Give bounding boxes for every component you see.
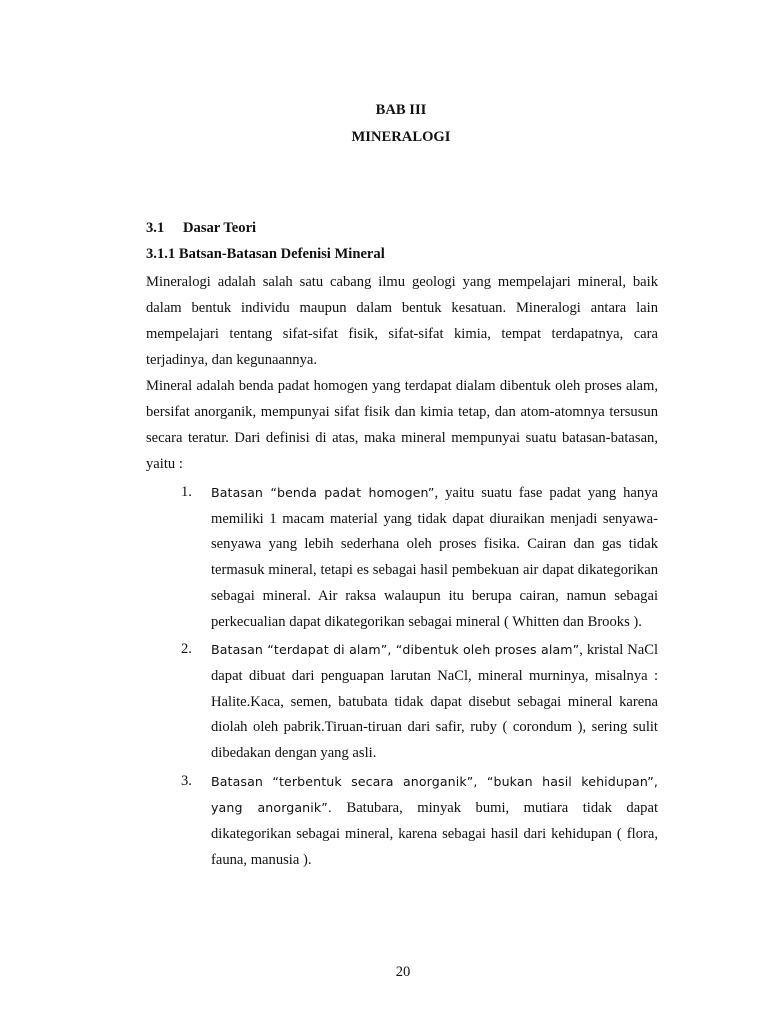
list-item-text: , yaitu suatu fase padat yang hanya memiliki 1 macam material yang tidak dapat diuraikan menjadi senyawa-senyawa yang lebih sederhana oleh proses fisika. Cairan dan gas tidak termasuk mineral, tetapi es sebagai hasil pembekuan air dapat dikategorikan sebagai mineral. Air raksa walaupun itu berupa cairan, namun sebagai perkecualian dapat dikategorikan sebagai mineral ( Whitten dan Brooks ). bbox=[211, 485, 658, 630]
list-item bbox=[146, 480, 658, 635]
list-item-lead: Batasan “terbentuk secara anorganik”, “bukan hasil kehidupan”, yang anorganik”. bbox=[211, 773, 658, 816]
list-item-text: , kristal NaCl dapat dibuat dari penguapan larutan NaCl, mineral murninya, misalnya : Halite.Kaca, semen, batubata tidak dapat disebut sebagai mineral karena diolah oleh pabrik.Tiruan-tiruan dari safir, ruby ( corondum ), sering sulit dibedakan dengan yang asli. bbox=[211, 642, 658, 762]
definition-list bbox=[146, 480, 658, 876]
list-item-text: Batubara, minyak bumi, mutiara tidak dapat dikategorikan sebagai mineral, karena sebagai hasil dari kehidupan ( flora, fauna, manusia ). bbox=[211, 800, 658, 868]
list-marker: 3. bbox=[181, 772, 192, 789]
list-item bbox=[146, 637, 658, 767]
body-paragraph: Mineralogi adalah salah satu cabang ilmu geologi yang mempelajari mineral, baik dalam bentuk individu maupun dalam bentuk kesatuan. Mineralogi antara lain mempelajari tentang sifat-sifat fisik, sifat-sifat kimia, tempat terdapatnya, cara terjadinya, dan kegunaannya. bbox=[146, 274, 658, 368]
section-number: 3.1 bbox=[146, 220, 165, 236]
chapter-title: MINERALOGI bbox=[351, 129, 451, 145]
page-number: 20 bbox=[395, 964, 411, 980]
chapter-label: BAB III bbox=[375, 102, 427, 118]
section-heading bbox=[146, 220, 256, 237]
subsection-heading: 3.1.1 Batsan-Batasan Defenisi Mineral bbox=[146, 246, 385, 262]
list-marker: 1. bbox=[181, 484, 192, 500]
list-marker: 2. bbox=[181, 641, 192, 658]
list-item-lead: Batasan “benda padat homogen” bbox=[211, 485, 435, 500]
list-item-lead: Batasan “terdapat di alam”, “dibentuk oleh proses alam” bbox=[211, 642, 580, 658]
list-item bbox=[146, 769, 658, 874]
body-paragraph: Mineral adalah benda padat homogen yang terdapat dialam dibentuk oleh proses alam, bersifat anorganik, mempunyai sifat fisik dan kimia tetap, dan atom-atomnya tersusun secara teratur. Dari definisi di atas, maka mineral mempunyai suatu batasan-batasan, yaitu : bbox=[146, 378, 658, 472]
section-title: Dasar Teori bbox=[183, 220, 257, 236]
